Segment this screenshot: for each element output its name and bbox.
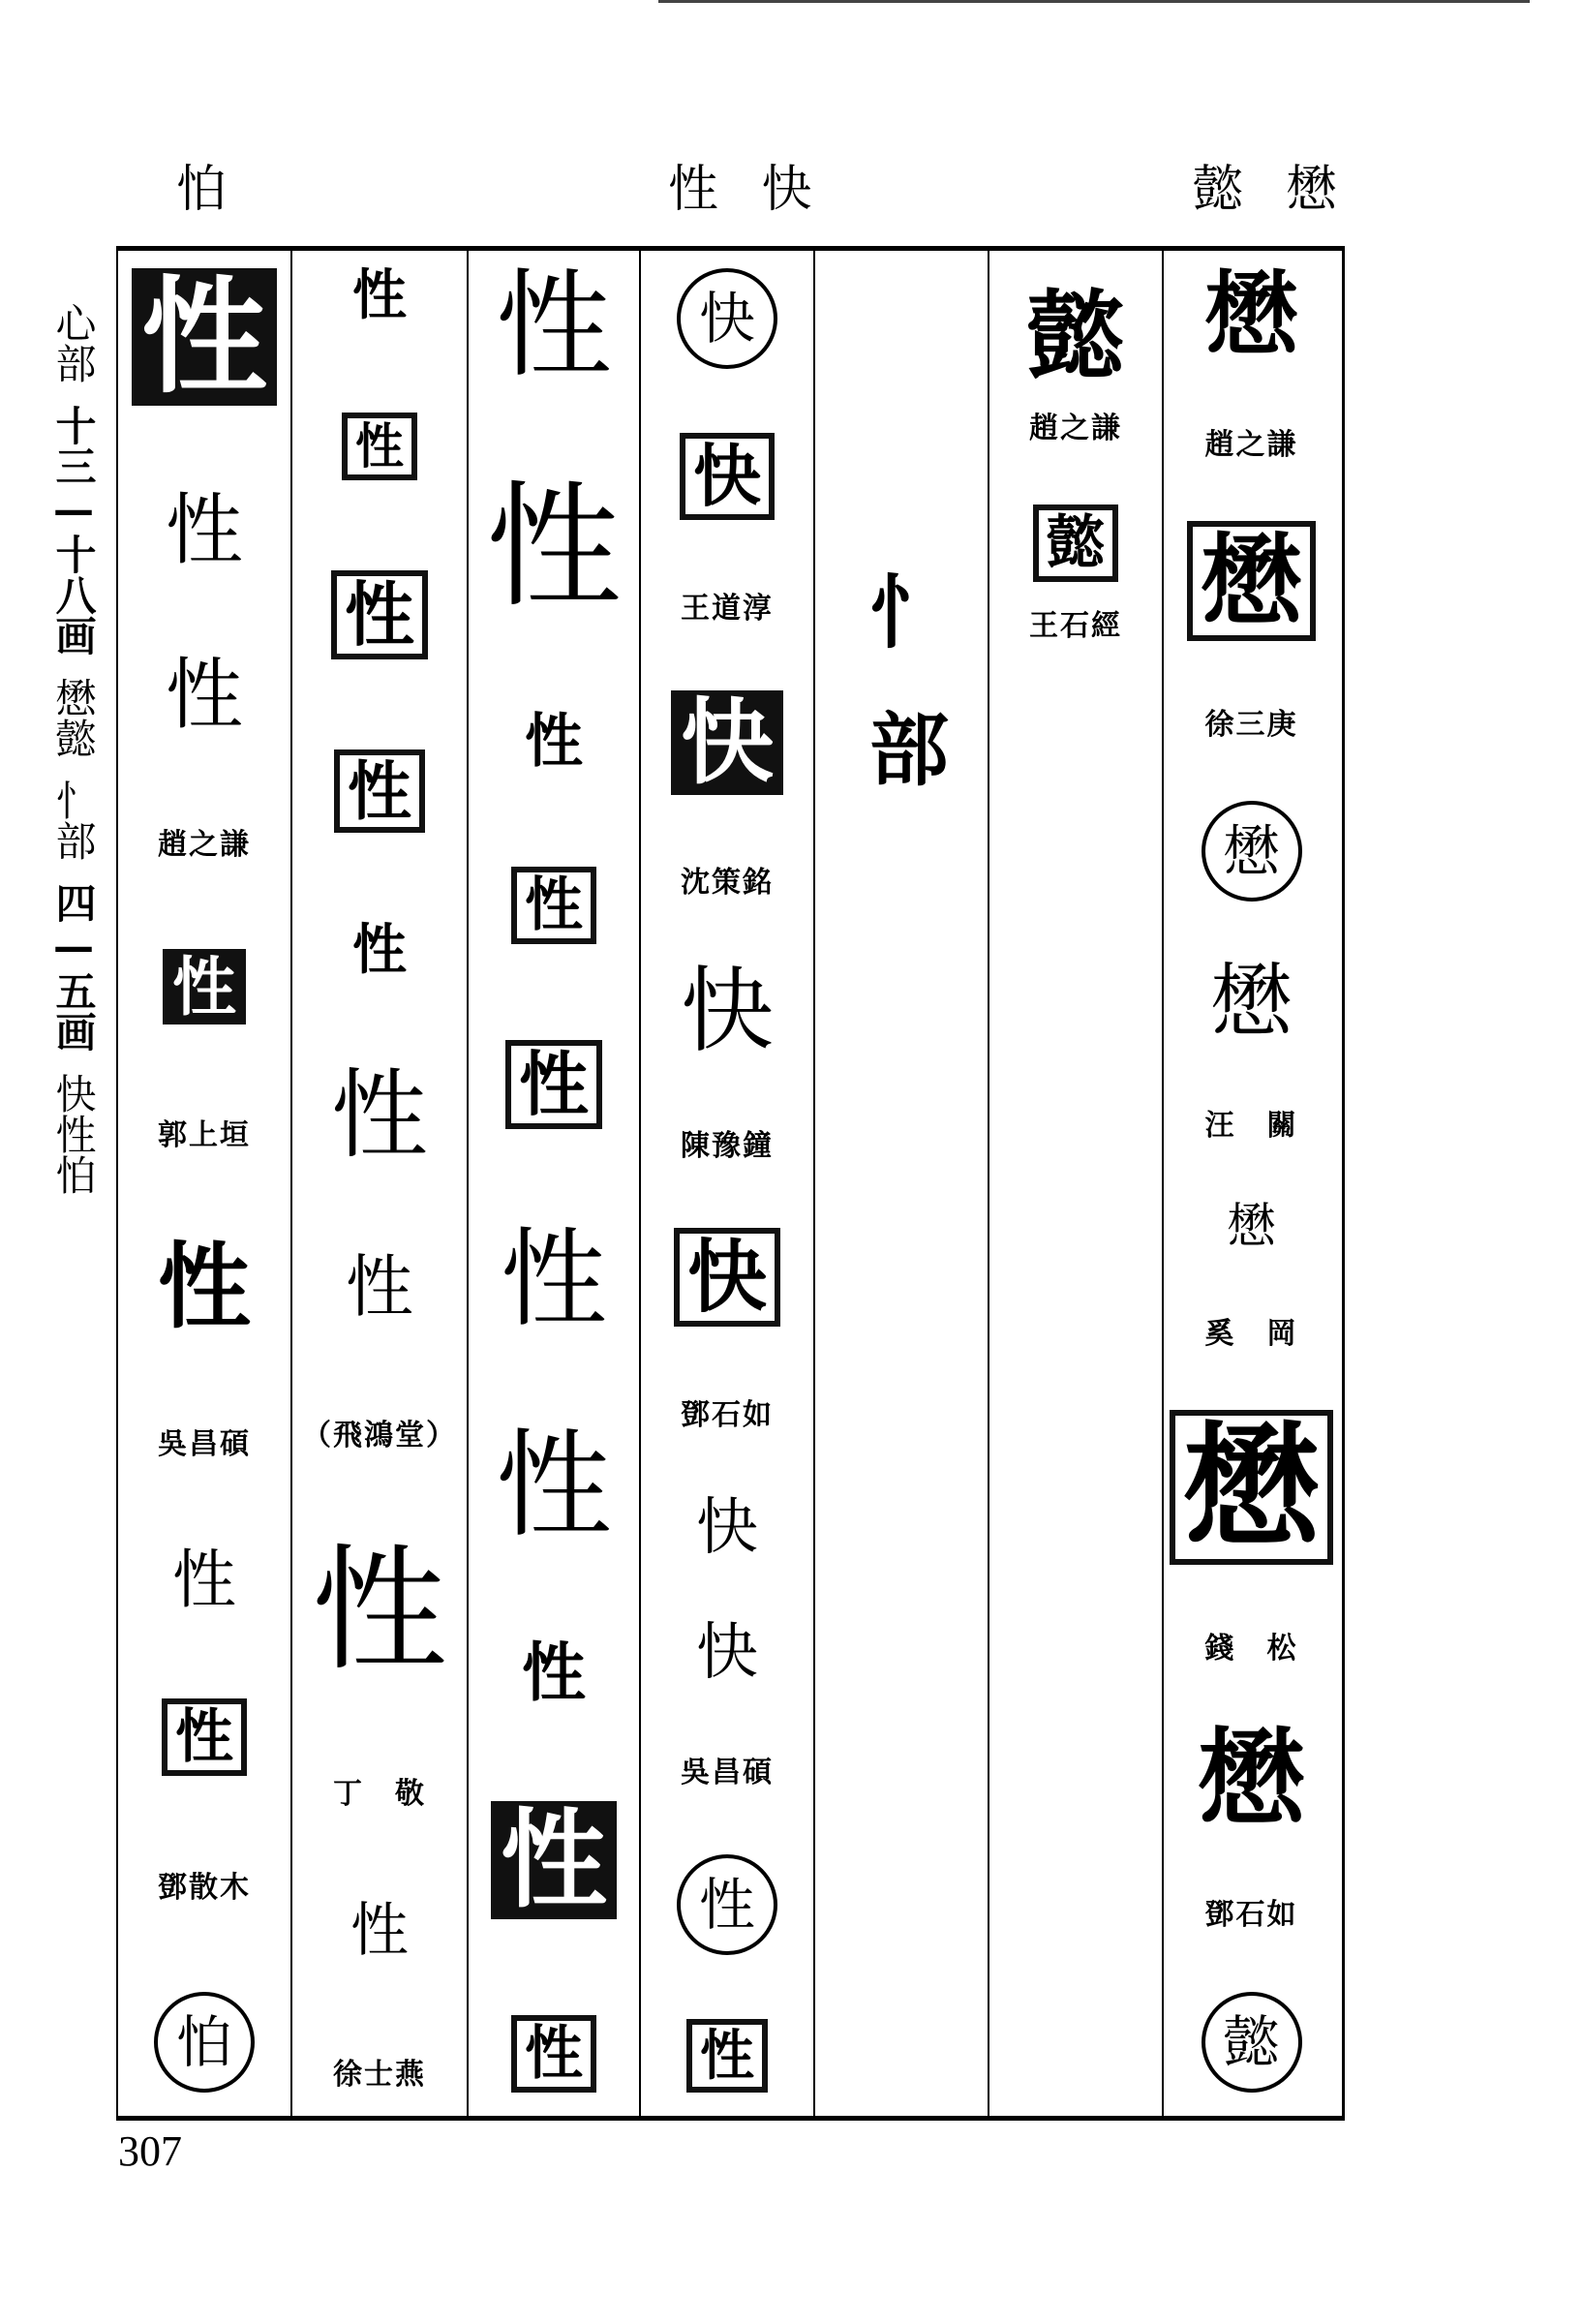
- seal-impression: 性: [172, 1543, 236, 1618]
- char-heading-circle: 懋: [1202, 801, 1302, 902]
- artist-label: 趙之謙: [1029, 412, 1122, 445]
- seal-impression: 性: [311, 1532, 447, 1691]
- seal-impression: 快: [681, 957, 774, 1066]
- seal-impression: 性: [491, 1801, 617, 1919]
- artist-label: 鄧石如: [681, 1397, 774, 1432]
- side-chars-2: 快性怕: [49, 1073, 98, 1195]
- header-middle: 性 快: [668, 161, 826, 219]
- artist-label: 鄧石如: [1204, 1898, 1298, 1933]
- seal-impression: 懋: [1187, 521, 1315, 641]
- seal-impression: 性: [166, 649, 243, 740]
- seal-impression: 性: [496, 1418, 612, 1553]
- page-number: 307: [118, 2127, 182, 2175]
- seal-impression: 性: [350, 1897, 409, 1966]
- seal-impression: 懋: [1210, 954, 1293, 1050]
- char-heading-circle: 快: [677, 268, 777, 369]
- seal-impression: 性: [686, 2019, 768, 2093]
- seal-impression: 懋: [1198, 1715, 1305, 1841]
- artist-label: （飛鴻堂）: [302, 1419, 457, 1453]
- seal-column-3: [467, 251, 639, 2116]
- seal-impression: 性: [352, 263, 407, 327]
- seal-impression: 性: [334, 749, 425, 833]
- side-range-2: 四—五画: [49, 882, 98, 1052]
- char-heading-circle: 性: [677, 1854, 777, 1955]
- seal-impression: 快: [696, 1491, 758, 1564]
- seal-impression: 性: [496, 259, 612, 393]
- seal-impression: 快: [671, 690, 783, 795]
- header-right: 懿 懋: [1193, 161, 1351, 219]
- artist-label: 趙之謙: [1204, 427, 1298, 462]
- artist-label: 徐士燕: [333, 2057, 426, 2092]
- artist-label: 王石經: [1029, 609, 1122, 643]
- artist-label: 王道淳: [681, 591, 774, 626]
- seal-impression: 快: [680, 433, 775, 520]
- seal-impression: 性: [342, 413, 417, 480]
- section-title: 忄部: [856, 570, 949, 845]
- seal-column-7: [1162, 251, 1339, 2116]
- seal-impression: 性: [346, 1247, 413, 1328]
- char-heading-circle: 懿: [1202, 1992, 1302, 2093]
- side-section-2: 忄部: [49, 780, 98, 861]
- char-heading-circle: 怕: [154, 1992, 255, 2093]
- section-column: [813, 251, 989, 2116]
- seal-impression: 懿: [1033, 505, 1118, 582]
- seal-column-4: [639, 251, 813, 2116]
- seal-impression: 懋: [1227, 1198, 1276, 1255]
- artist-label: 郭上垣: [158, 1118, 251, 1153]
- seal-impression: 性: [352, 917, 407, 982]
- side-section: 心部: [49, 302, 98, 383]
- seal-impression: 性: [132, 268, 277, 406]
- seal-impression: 懋: [1170, 1410, 1332, 1565]
- top-edge-rule: [658, 0, 1530, 3]
- seal-impression: 性: [331, 1057, 428, 1172]
- seal-column-6: [988, 251, 1162, 2116]
- seal-impression: 性: [511, 867, 596, 944]
- seal-column-1: [118, 251, 290, 2116]
- artist-label: 吳昌碩: [158, 1426, 251, 1461]
- seal-impression: 快: [696, 1617, 758, 1690]
- seal-impression: 懿: [1027, 279, 1124, 393]
- seal-impression: 性: [166, 485, 243, 576]
- seal-impression: 性: [331, 570, 428, 659]
- seal-column-2: [290, 251, 467, 2116]
- seal-impression: 性: [511, 2015, 596, 2093]
- artist-label: 鄧散木: [158, 1870, 251, 1905]
- artist-label: 徐三庚: [1204, 707, 1298, 742]
- artist-label: 丁 敬: [333, 1777, 426, 1812]
- seal-impression: 性: [485, 469, 622, 627]
- side-range-1: 十三—十八画: [49, 405, 98, 656]
- seal-impression: 性: [522, 1635, 586, 1711]
- artist-label: 奚 岡: [1204, 1316, 1298, 1351]
- seal-impression: 懋: [1204, 260, 1298, 369]
- seal-impression: 快: [674, 1228, 780, 1327]
- seal-impression: 性: [505, 1040, 602, 1129]
- seal-impression: 性: [525, 707, 583, 776]
- header-left: 怕: [176, 161, 241, 219]
- seal-impression: 性: [162, 1698, 247, 1776]
- artist-label: 錢 松: [1204, 1632, 1298, 1667]
- artist-label: 陳豫鐘: [681, 1129, 774, 1164]
- seal-impression: 性: [158, 1231, 251, 1341]
- seal-impression: 性: [501, 1216, 607, 1341]
- side-index: [50, 302, 97, 1216]
- side-chars-1: 懋懿: [49, 677, 98, 758]
- artist-label: 吳昌碩: [681, 1756, 774, 1790]
- seal-table: [116, 246, 1345, 2121]
- artist-label: 沈策銘: [681, 866, 774, 901]
- artist-label: 汪 關: [1204, 1108, 1298, 1143]
- seal-impression: 性: [163, 949, 246, 1024]
- artist-label: 趙之謙: [158, 827, 251, 862]
